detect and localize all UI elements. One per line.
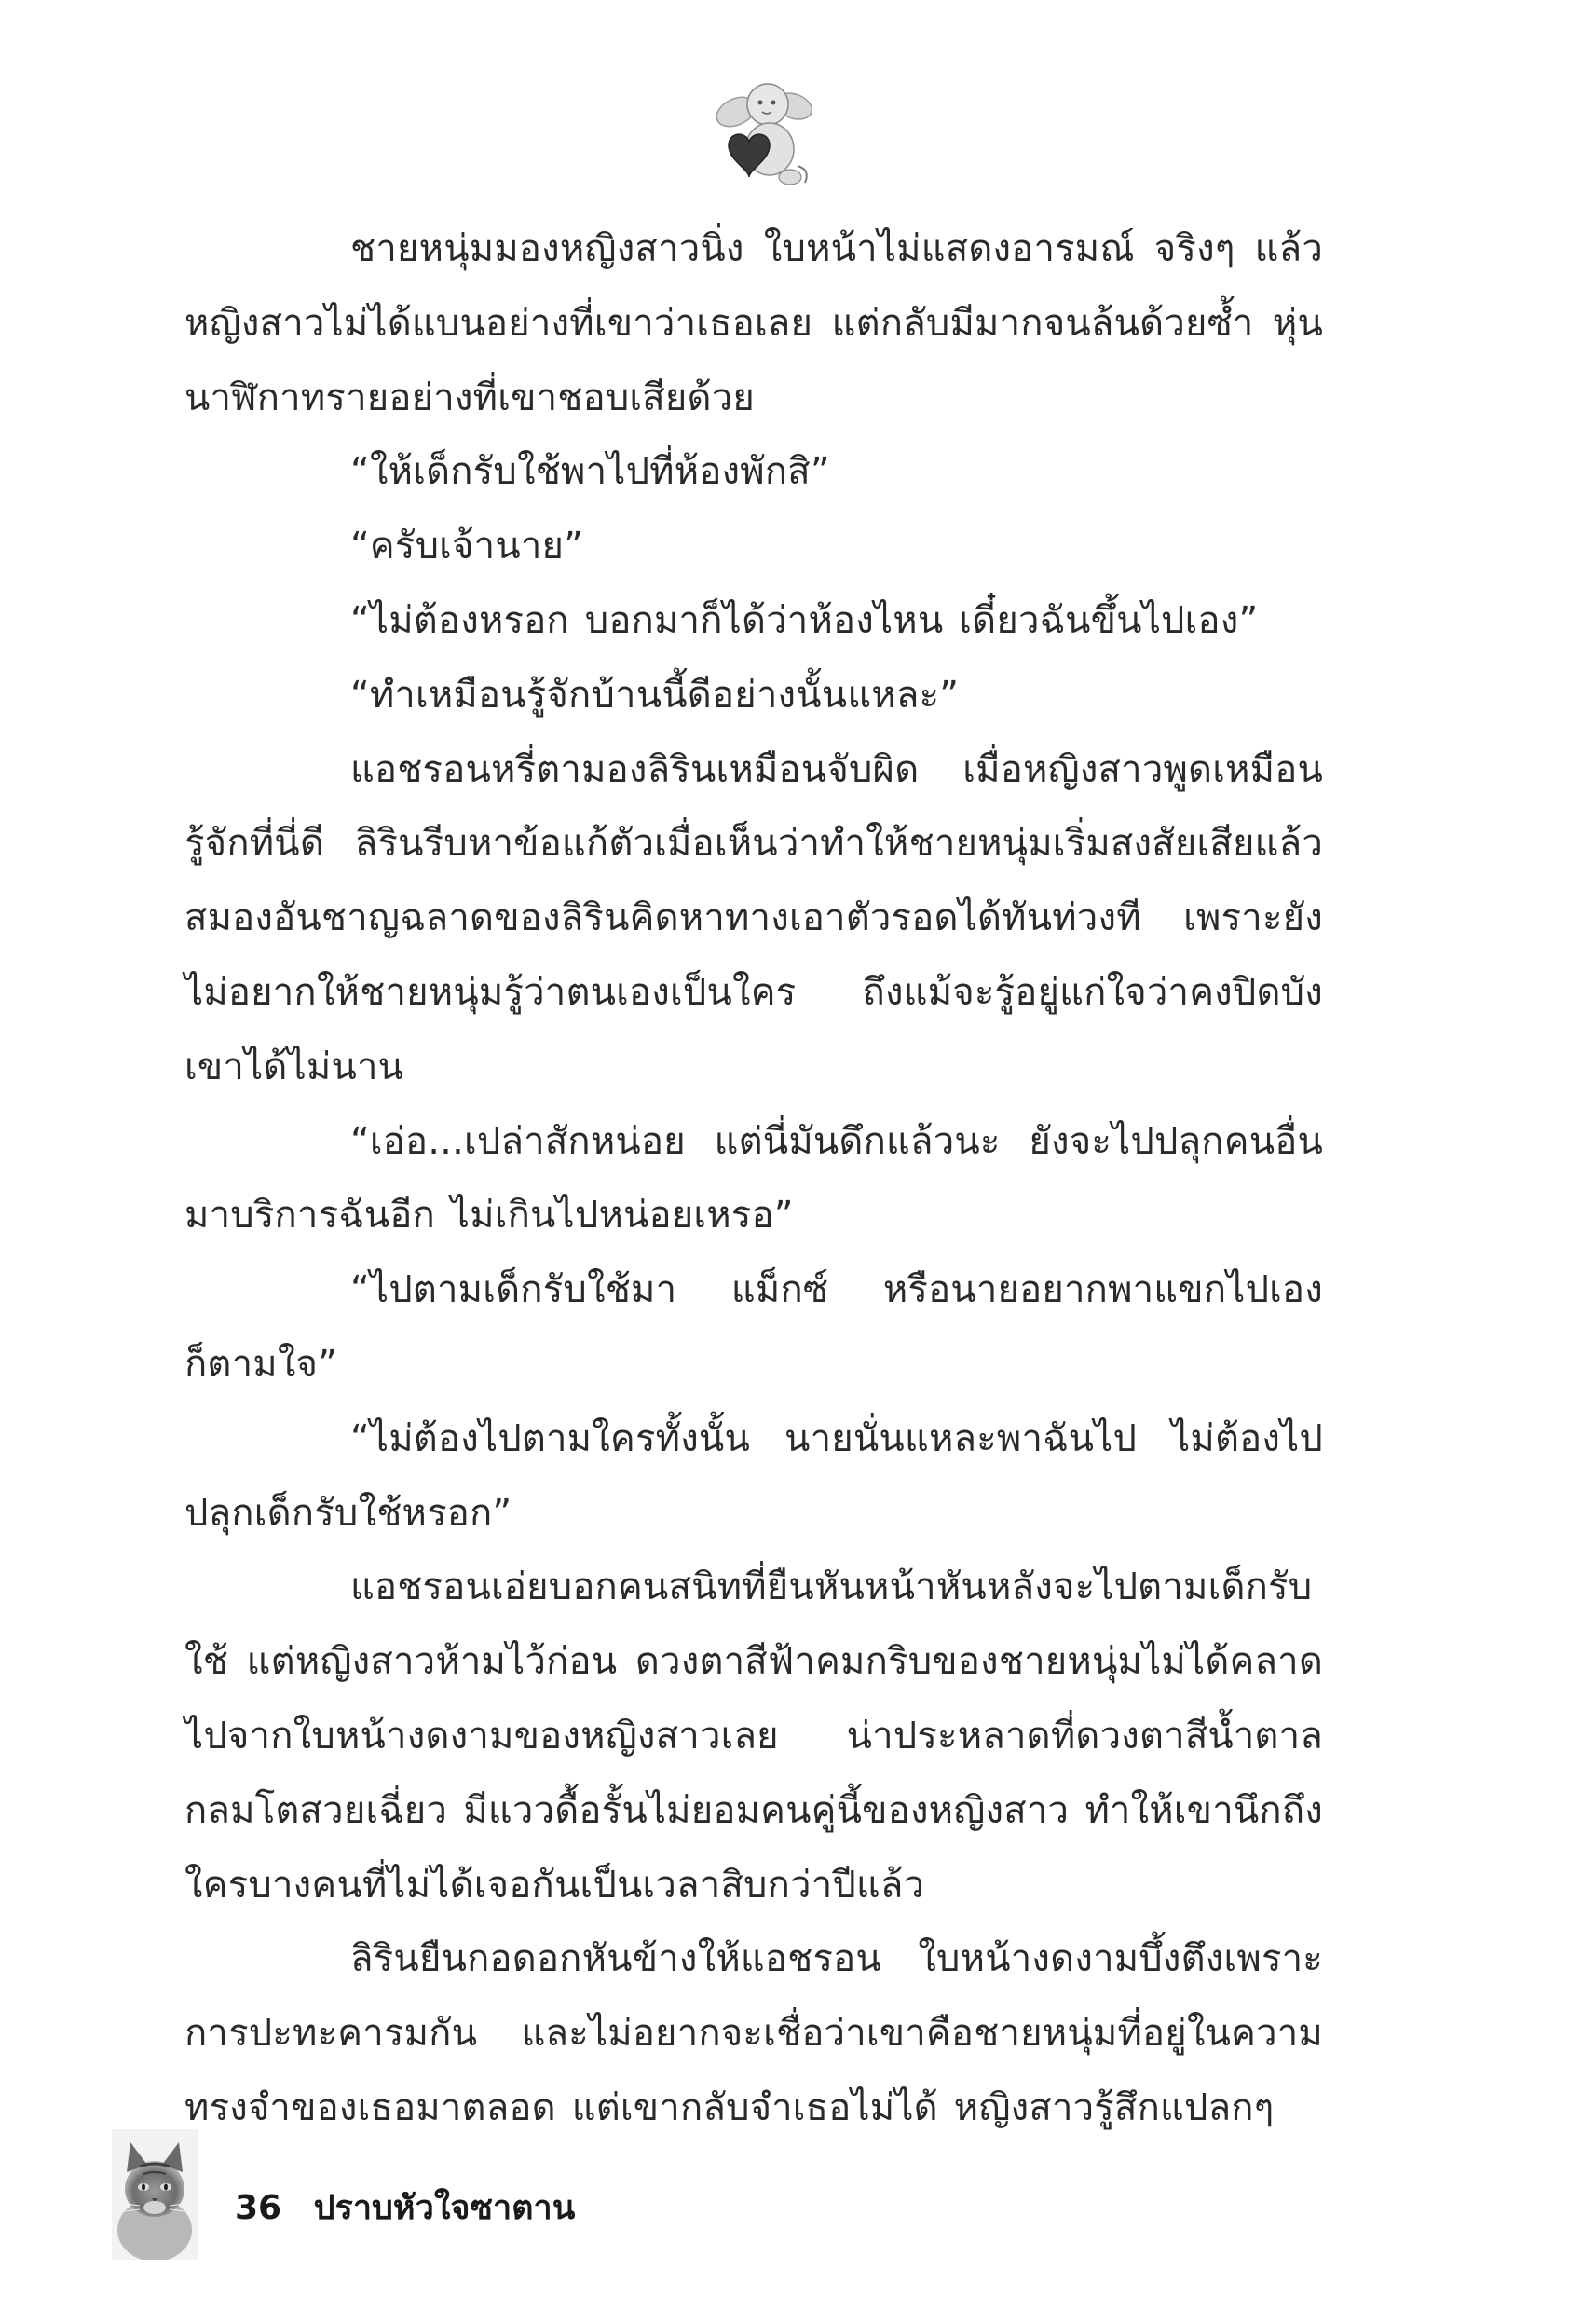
cat-photo-icon bbox=[112, 2129, 198, 2260]
paragraph: “ให้เด็กรับใช้พาไปที่ห้องพักสิ” bbox=[350, 450, 830, 494]
paragraph: “ไปตามเด็กรับใช้มา แม็กซ์ หรือนายอยากพาแขกไปเองก็ตามใจ” bbox=[184, 1268, 1323, 1386]
paragraph: “ทำเหมือนรู้จักบ้านนี้ดีอย่างนั้นแหละ” bbox=[350, 673, 960, 717]
paragraph: แอชรอนเอ่ยบอกคนสนิทที่ยืนหันหน้าหันหลังจะไปตามเด็กรับใช้ แต่หญิงสาวห้ามไว้ก่อน ดวงตาสีฟ้าคมกริบของชายหนุ่มไม่ได้คลาดไปจากใบหน้างดงามของหญิงสาวเลย น่าประหลาดที่ดวงตาสีน้ำตาลกลมโตสวยเฉี่ยว มีแววดื้อรั้นไม่ยอมคนคู่นี้ของหญิงสาว ทำให้เขานึกถึงใครบางคนที่ไม่ได้เจอกันเป็นเวลาสิบกว่าปีแล้ว bbox=[184, 1566, 1323, 1907]
paragraph: ลิรินยืนกอดอกหันข้างให้แอชรอน ใบหน้างดงามบึ้งตึงเพราะการปะทะคารมกัน และไม่อยากจะเชื่อว่าเขาคือชายหนุ่มที่อยู่ในความทรงจำของเธอมาตลอด แต่เขากลับจำเธอไม่ได้ หญิงสาวรู้สึกแปลกๆ bbox=[184, 1937, 1323, 2129]
book-title: ปราบหัวใจซาตาน bbox=[313, 2189, 576, 2227]
cupid-ornament-icon bbox=[708, 73, 818, 192]
page-number: 36 bbox=[235, 2189, 282, 2227]
body-text bbox=[184, 212, 1323, 2146]
paragraph: “ไม่ต้องไปตามใครทั้งนั้น นายนั่นแหละพาฉันไป ไม่ต้องไปปลุกเด็กรับใช้หรอก” bbox=[184, 1416, 1323, 1535]
paragraph: ชายหนุ่มมองหญิงสาวนิ่ง ใบหน้าไม่แสดงอารมณ์ จริงๆ แล้วหญิงสาวไม่ได้แบนอย่างที่เขาว่าเธอเลย แต่กลับมีมากจนล้นด้วยซ้ำ หุ่นนาฬิกาทรายอย่างที่เขาชอบเสียด้วย bbox=[184, 227, 1323, 419]
paragraph: “ครับเจ้านาย” bbox=[350, 525, 584, 568]
page-footer bbox=[235, 2181, 575, 2234]
paragraph: “ไม่ต้องหรอก บอกมาก็ได้ว่าห้องไหน เดี๋ยวฉันขึ้นไปเอง” bbox=[350, 598, 1259, 642]
paragraph: แอชรอนหรี่ตามองลิรินเหมือนจับผิด เมื่อหญิงสาวพูดเหมือนรู้จักที่นี่ดี ลิรินรีบหาข้อแก้ตัวเมื่อเห็นว่าทำให้ชายหนุ่มเริ่มสงสัยเสียแล้ว สมองอันชาญฉลาดของลิรินคิดหาทางเอาตัวรอดได้ทันท่วงที เพราะยังไม่อยากให้ชายหนุ่มรู้ว่าตนเองเป็นใคร ถึงแม้จะรู้อยู่แก่ใจว่าคงปิดบังเขาได้ไม่นาน bbox=[184, 747, 1323, 1088]
paragraph: “เอ่อ...เปล่าสักหน่อย แต่นี่มันดึกแล้วนะ ยังจะไปปลุกคนอื่นมาบริการฉันอีก ไม่เกินไปหน่อยเหรอ” bbox=[184, 1119, 1323, 1238]
